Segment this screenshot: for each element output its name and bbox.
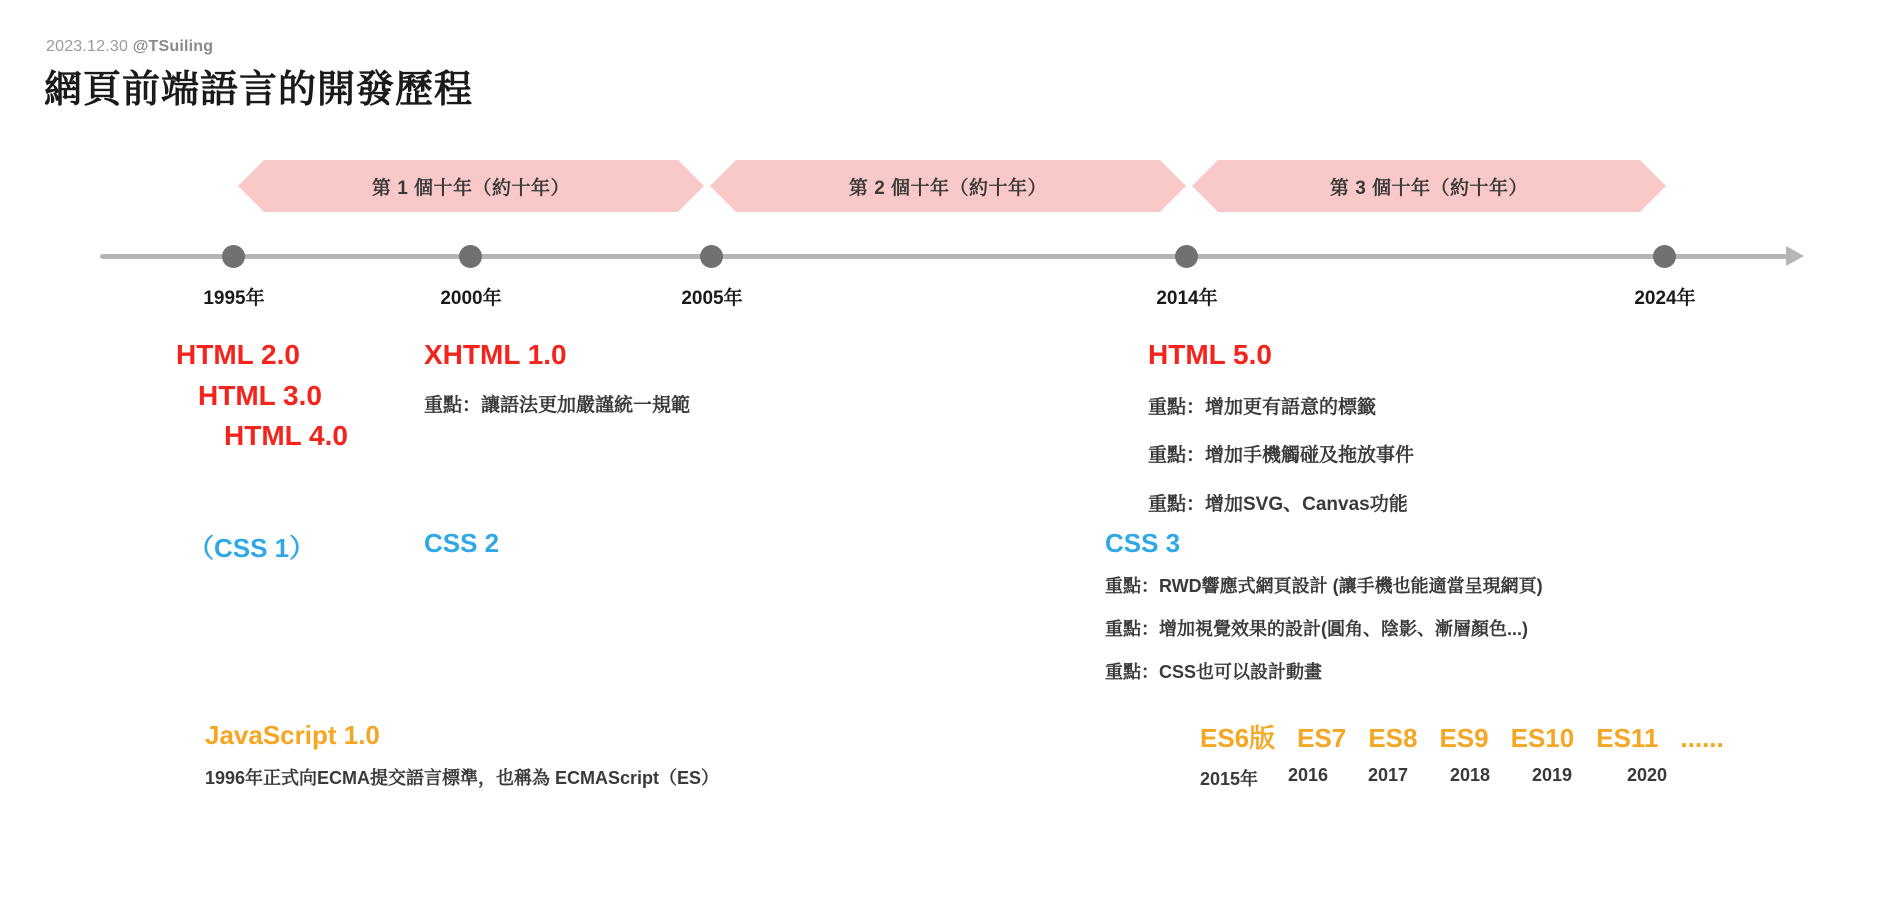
css3-note-3: 重點：CSS也可以設計動畫 (1105, 661, 1323, 682)
timeline-node-1995 (222, 245, 245, 268)
es-year-2018: 2018 (1450, 765, 1491, 785)
meta-line (46, 38, 213, 56)
timeline-arrow-head (1786, 246, 1804, 266)
html5-note-2: 重點：增加手機觸碰及拖放事件 (1148, 445, 1415, 467)
css3-heading: CSS 3 (1105, 528, 1181, 558)
page-title: 網頁前端語言的開發歷程 (44, 69, 474, 111)
javascript-block (205, 720, 719, 794)
html5-note-1: 重點：增加更有語意的標籤 (1148, 396, 1377, 418)
decade-label-3: 第 3 個十年（約十年） (1329, 177, 1529, 199)
xhtml-heading: XHTML 1.0 (424, 339, 567, 370)
es-year-2016: 2016 (1288, 765, 1329, 785)
html5-note-3: 重點：增加SVG、Canvas功能 (1148, 493, 1408, 515)
timeline-node-2005 (700, 245, 723, 268)
html-3-label: HTML 3.0 (198, 379, 322, 411)
es6-label: ES6版 (1200, 723, 1276, 753)
html-early-block (176, 335, 396, 457)
es-year-2015: 2015年 (1200, 769, 1259, 789)
decade-banner-1 (238, 160, 704, 212)
decade-banner-2 (710, 160, 1186, 212)
timeline-axis (100, 254, 1792, 259)
css3-note-1: 重點：RWD響應式網頁設計 (讓手機也能適當呈現網頁) (1105, 576, 1543, 596)
timeline-node-2024 (1653, 245, 1676, 268)
timeline-label-1995: 1995年 (203, 288, 265, 309)
html-4-label: HTML 4.0 (224, 420, 348, 452)
es-year-2019: 2019 (1532, 765, 1573, 785)
es8-label: ES8 (1368, 723, 1418, 753)
decade-label-1: 第 1 個十年（約十年） (371, 177, 571, 199)
css2-heading: CSS 2 (424, 528, 500, 558)
meta-handle: @TSuiling (132, 38, 214, 55)
timeline-label-2024: 2024年 (1634, 288, 1696, 309)
decade-label-2: 第 2 個十年（約十年） (848, 177, 1048, 199)
es-year-2020: 2020 (1627, 765, 1668, 785)
html5-block (1148, 335, 1414, 522)
xhtml-note: 重點：讓語法更加嚴謹統一規範 (424, 394, 691, 416)
css1-heading: （CSS 1） (188, 533, 316, 563)
timeline-label-2000: 2000年 (440, 288, 502, 309)
decade-banner-3 (1192, 160, 1666, 212)
css1-block (188, 528, 315, 565)
es10-label: ES10 (1510, 723, 1575, 753)
javascript-note: 1996年正式向ECMA提交語言標準，也稱為 ECMAScript（ES） (205, 768, 720, 788)
ecmascript-year-row (1200, 765, 1724, 791)
css3-note-2: 重點：增加視覺效果的設計(圓角、陰影、漸層顏色...) (1105, 618, 1528, 639)
ecmascript-block (1200, 718, 1724, 791)
timeline-node-2014 (1175, 245, 1198, 268)
es7-label: ES7 (1297, 723, 1347, 753)
meta-date: 2023.12.30 (46, 38, 129, 55)
es11-label: ES11 (1596, 723, 1659, 753)
timeline-label-2005: 2005年 (681, 288, 743, 309)
html5-heading: HTML 5.0 (1148, 339, 1272, 370)
es-year-2017: 2017 (1368, 765, 1409, 785)
css3-block (1105, 528, 1543, 688)
es-ellipsis-label: ...... (1680, 723, 1724, 753)
html-2-label: HTML 2.0 (176, 339, 300, 370)
timeline-label-2014: 2014年 (1156, 288, 1218, 309)
xhtml-block (424, 335, 690, 422)
timeline-node-2000 (459, 245, 482, 268)
css2-block (424, 528, 499, 559)
ecmascript-version-row (1200, 718, 1724, 755)
es9-label: ES9 (1439, 723, 1489, 753)
javascript-heading: JavaScript 1.0 (205, 720, 380, 750)
